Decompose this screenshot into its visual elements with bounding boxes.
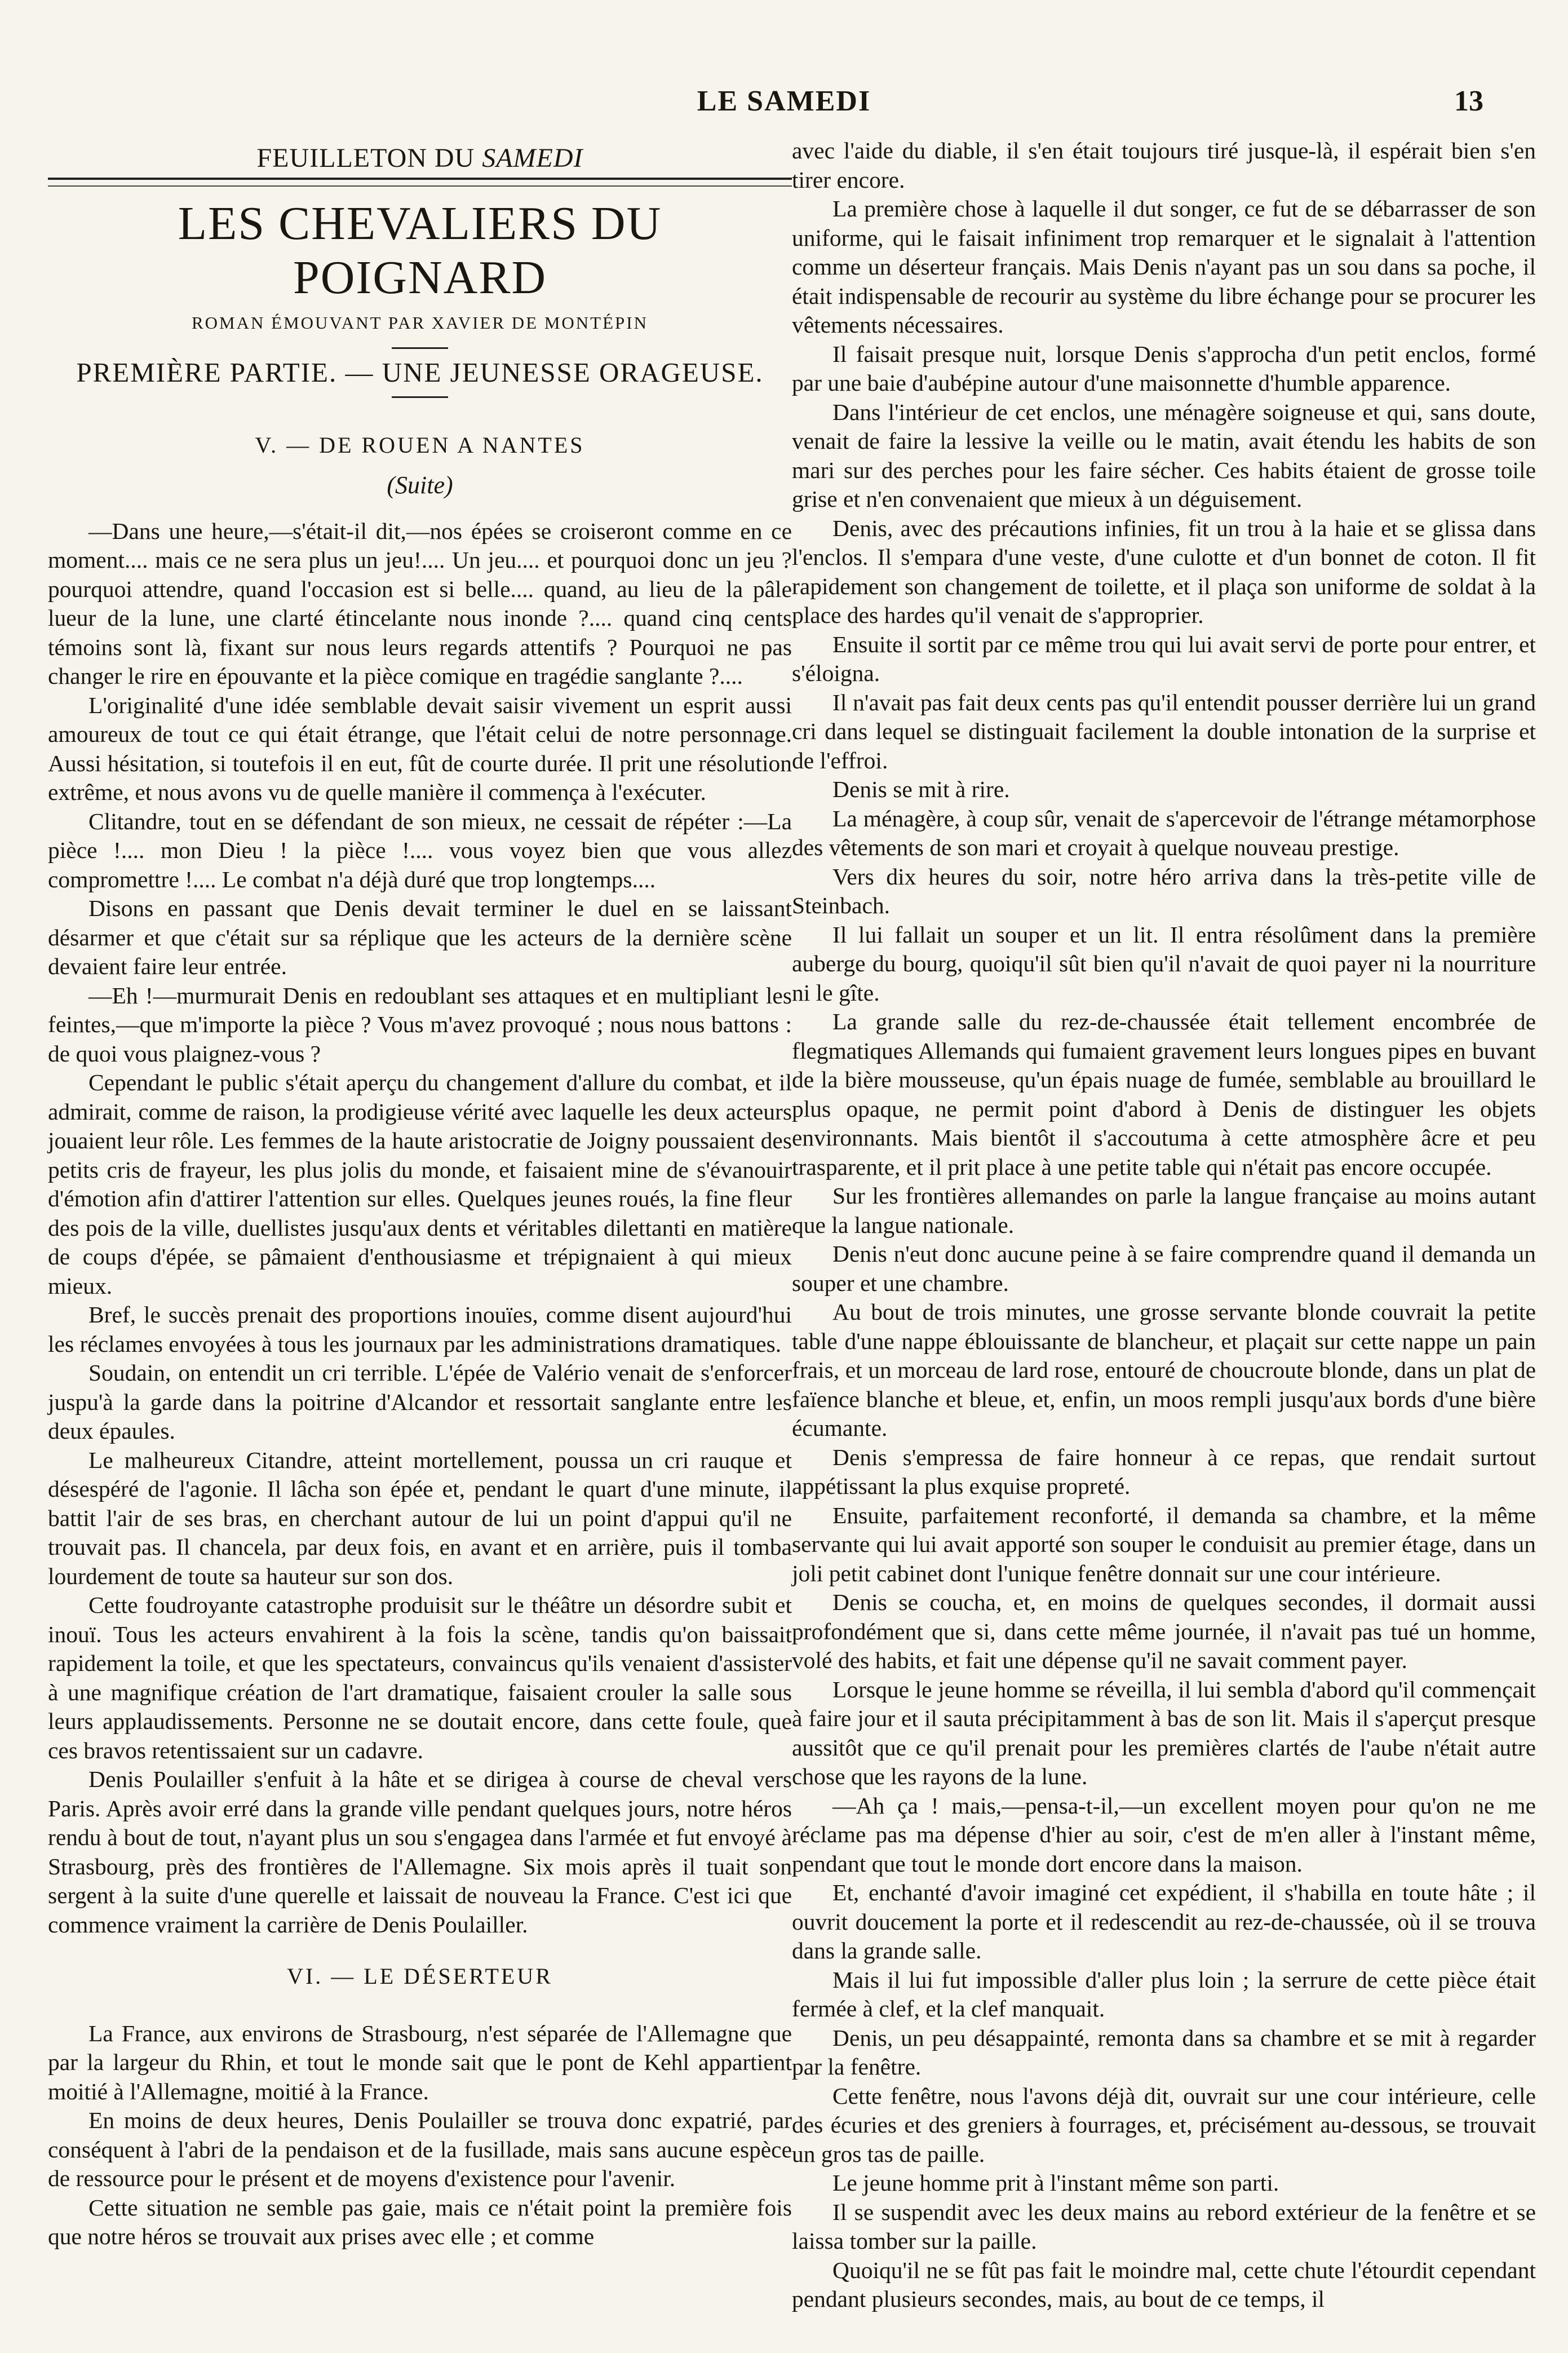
paragraph: Denis, avec des précautions infinies, fit un trou à la haie et se glissa dans l'enclos. Il s'empara d'une veste, d'une culotte et d'un bonnet de coton. Il fit rapidement son changement de toilette, et il plaça son uniforme de soldat à la place des hardes qu'il venait de s'approprier. bbox=[792, 515, 1536, 628]
paragraph: Et, enchanté d'avoir imaginé cet expédient, il s'habilla en toute hâte ; il ouvrit doucement la porte et il redescendit au rez-de-chaussée, où il se trouva dans la grande salle. bbox=[792, 1879, 1536, 1963]
running-head bbox=[68, 85, 1500, 130]
paragraph: —Dans une heure,—s'était-il dit,—nos épées se croiseront comme en ce moment.... mais ce ne sera plus un jeu!.... Un jeu.... et pourquoi donc un jeu ? pourquoi attendre, quand l'occasion est si belle.... quand, au lieu de la pâle lueur de la lune, une clarté étincelante nous inonde ?.... quand cinq cents témoins sont là, fixant sur nous leurs regards attentifs ? Pourquoi ne pas changer le rire en épouvante et la pièce comique en tragédie sanglante ?.... bbox=[48, 518, 792, 689]
paragraph: avec l'aide du diable, il s'en était toujours tiré jusque-là, il espérait bien s'en tirer encore. bbox=[792, 138, 1536, 193]
paragraph: Sur les frontières allemandes on parle la langue française au moins autant que la langue nationale. bbox=[792, 1183, 1536, 1238]
paragraph: Mais il lui fut impossible d'aller plus loin ; la serrure de cette pièce était fermée à clef, et la clef manquait. bbox=[792, 1966, 1536, 2022]
paragraph: Cette foudroyante catastrophe produisit sur le théâtre un désordre subit et inouï. Tous les acteurs envahirent à la fois la scène, tandis qu'on baissait rapidement la toile, et que les spectateurs, convaincus qu'ils venaient d'assister à une magnifique création de l'art dramatique, faisaient crouler la salle sous leurs applaudissements. Personne ne se doutait encore, dans cette foule, que ces bravos retentissaient sur un cadavre. bbox=[48, 1592, 792, 1763]
paragraph: Denis s'empressa de faire honneur à ce repas, que rendait surtout appétissant la plus exquise propreté. bbox=[792, 1444, 1536, 1499]
paragraph: Cependant le public s'était aperçu du changement d'allure du combat, et il admirait, comme de raison, la prodigieuse vérité avec laquelle les deux acteurs jouaient leur rôle. Les femmes de la haute aristocratie de Joigny poussaient des petits cris de frayeur, les plus jolis du monde, et faisaient mine de s'évanouir d'émotion afin d'attirer l'attention sur elles. Quelques jeunes roués, la fine fleur des pois de la ville, duellistes jusqu'aux dents et véritables dilettanti en matière de coups d'épée, se pâmaient d'enthousiasme et trépignaient à qui mieux mieux. bbox=[48, 1069, 792, 1299]
feuilleton-label: FEUILLETON DU bbox=[256, 143, 475, 173]
paragraph: Denis Poulailler s'enfuit à la hâte et se dirigea à course de cheval vers Paris. Après avoir erré dans la grande ville pendant quelques jours, notre héros rendu à bout de tout, n'ayant plus un sou s'engagea dans l'armée et fut envoyé à Strasbourg, près des frontières de l'Allemagne. Six mois après il tuait son sergent à la suite d'une querelle et laissait de nouveau la France. C'est ici que commence vraiment la carrière de Denis Poulailler. bbox=[48, 1766, 792, 1938]
paragraph: Disons en passant que Denis devait terminer le duel en se laissant désarmer et que c'était sur sa réplique que les acteurs de la dernière scène devaient faire leur entrée. bbox=[48, 895, 792, 979]
paragraph: Quoiqu'il ne se fût pas fait le moindre mal, cette chute l'étourdit cependant pendant plusieurs secondes, mais, au bout de ce temps, il bbox=[792, 2257, 1536, 2312]
chapter5-body bbox=[48, 517, 792, 1940]
paragraph: La ménagère, à coup sûr, venait de s'apercevoir de l'étrange métamorphose des vêtements de son mari et croyait à quelque nouveau prestige. bbox=[792, 805, 1536, 860]
chapter-title: V. — DE ROUEN A NANTES bbox=[255, 432, 585, 458]
paragraph: Le jeune homme prit à l'instant même son parti. bbox=[832, 2170, 1279, 2196]
suite-label: (Suite) bbox=[387, 471, 453, 499]
paragraph: La première chose à laquelle il dut songer, ce fut de se débarrasser de son uniforme, qui le faisait infiniment trop remarquer et le signalait à l'attention comme un déserteur français. Mais Denis n'ayant pas un sou dans sa poche, il était indispensable de recourir au système du libre échange pour se procurer les vêtements nécessaires. bbox=[792, 196, 1536, 338]
paragraph: Vers dix heures du soir, notre héro arriva dans la très-petite ville de Steinbach. bbox=[792, 863, 1536, 918]
paragraph: La grande salle du rez-de-chaussée était tellement encombrée de flegmatiques Allemands qui fumaient gravement leurs longues pipes en buvant de la bière mousseuse, qu'un épais nuage de fumée, semblable au brouillard le plus opaque, ne permit point d'abord à Denis de distinguer les objets environnants. Mais bientôt il s'accoutuma à cette atmosphère âcre et peu trasparente, et il prit place à une petite table qui n'était pas encore occupée. bbox=[792, 1009, 1536, 1180]
paragraph: Il n'avait pas fait deux cents pas qu'il entendit pousser derrière lui un grand cri dans lequel se distinguait facilement la double intonation de la surprise et de l'effroi. bbox=[792, 689, 1536, 773]
paragraph: Ensuite, parfaitement reconforté, il demanda sa chambre, et la même servante qui lui avait apporté son souper le conduisit au premier étage, dans un joli petit cabinet dont l'unique fenêtre donnait sur une cour intérieure. bbox=[792, 1502, 1536, 1586]
part-title: PREMIÈRE PARTIE. — UNE JEUNESSE ORAGEUSE. bbox=[76, 357, 764, 388]
double-rule bbox=[48, 178, 792, 187]
paragraph: Cette fenêtre, nous l'avons déjà dit, ouvrait sur une cour intérieure, celle des écuries et des greniers à fourrages, et, précisément au-dessous, se trouvait un gros tas de paille. bbox=[792, 2082, 1536, 2167]
paragraph: Denis se coucha, et, en moins de quelques secondes, il dormait aussi profondément que si, dans cette même journée, il n'avait pas tué un homme, volé des habits, et fait une dépense qu'il ne savait comment payer. bbox=[792, 1589, 1536, 1673]
feuilleton-label-italic: SAMEDI bbox=[482, 143, 583, 173]
chapter6-body bbox=[48, 2019, 792, 2252]
right-column bbox=[792, 136, 1536, 2314]
paragraph: Cette situation ne semble pas gaie, mais ce n'était point la première fois que notre héros se trouvait aux prises avec elle ; et comme bbox=[48, 2194, 792, 2249]
paragraph: L'originalité d'une idée semblable devait saisir vivement un esprit aussi amoureux de tout ce qui était étrange, que l'était celui de notre personnage. Aussi hésitation, si toutefois il en eut, fût de courte durée. Il prit une résolution extrême, et nous avons vu de quelle manière il commença à l'exécuter. bbox=[48, 692, 792, 805]
paragraph: La France, aux environs de Strasbourg, n'est séparée de l'Allemagne que par la largeur du Rhin, et tout le monde sait que le pont de Kehl appartient moitié à l'Allemagne, moitié à la France. bbox=[48, 2020, 792, 2104]
paragraph: Ensuite il sortit par ce même trou qui lui avait servi de porte pour entrer, et s'éloigna. bbox=[792, 631, 1536, 686]
left-column bbox=[48, 144, 792, 2252]
paragraph: Il lui fallait un souper et un lit. Il entra résolûment dans la première auberge du bourg, quoiqu'il sût bien qu'il n'avait de quoi payer ni la nourriture ni le gîte. bbox=[792, 921, 1536, 1006]
story-subtitle: ROMAN ÉMOUVANT PAR XAVIER DE MONTÉPIN bbox=[191, 312, 648, 333]
feuilleton-heading bbox=[48, 144, 792, 173]
paragraph: —Eh !—murmurait Denis en redoublant ses attaques et en multipliant les feintes,—que m'importe la pièce ? Vous m'avez provoqué ; nous nous battons : de quoi vous plaignez-vous ? bbox=[48, 982, 792, 1067]
paragraph: Denis n'eut donc aucune peine à se faire comprendre quand il demanda un souper et une chambre. bbox=[792, 1241, 1536, 1296]
paragraph: Lorsque le jeune homme se réveilla, il lui sembla d'abord qu'il commençait à faire jour et il sauta précipitamment à bas de son lit. Mais il s'aperçut presque aussitôt que ce qu'il prenait pour les premières clartés de l'aube n'était autre chose que les rayons de la lune. bbox=[792, 1676, 1536, 1789]
divider-rule bbox=[392, 396, 448, 398]
paragraph: Clitandre, tout en se défendant de son mieux, ne cessait de répéter :—La pièce !.... mon Dieu ! la pièce !.... vous voyez bien que vous allez compromettre !.... Le combat n'a déjà duré que trop longtemps.... bbox=[48, 808, 792, 892]
paragraph: Bref, le succès prenait des proportions inouïes, comme disent aujourd'hui les réclames envoyées à tous les journaux par les administrations dramatiques. bbox=[48, 1302, 792, 1357]
paragraph: Le malheureux Citandre, atteint mortellement, poussa un cri rauque et désespéré de l'agonie. Il lâcha son épée et, pendant le quart d'une minute, il battit l'air de ses bras, en cherchant autour de lui un point d'appui qu'il ne trouvait pas. Il chancela, par deux fois, en avant et en arrière, puis il tomba lourdement de toute sa hauteur sur son dos. bbox=[48, 1447, 792, 1589]
paragraph: Il se suspendit avec les deux mains au rebord extérieur de la fenêtre et se laissa tomber sur la paille. bbox=[792, 2199, 1536, 2254]
paragraph: —Ah ça ! mais,—pensa-t-il,—un excellent moyen pour qu'on ne me réclame pas ma dépense d'hier au soir, c'est de m'en aller à l'instant même, pendant que tout le monde dort encore dans la maison. bbox=[792, 1792, 1536, 1877]
paragraph: Soudain, on entendit un cri terrible. L'épée de Valério venait de s'enforcer juspu'à la garde dans la poitrine d'Alcandor et ressortait sanglante entre les deux épaules. bbox=[48, 1360, 792, 1444]
paragraph: Il faisait presque nuit, lorsque Denis s'approcha d'un petit enclos, formé par une baie d'aubépine autour d'une maisonnette d'humble apparence. bbox=[792, 340, 1536, 396]
paragraph: En moins de deux heures, Denis Poulailler se trouva donc expatrié, par conséquent à l'abri de la pendaison et de la fusillade, mais sans aucune espèce de ressource pour le présent et de moyens d'existence pour l'avenir. bbox=[48, 2107, 792, 2191]
divider-rule bbox=[392, 347, 448, 349]
paragraph: Dans l'intérieur de cet enclos, une ménagère soigneuse et qui, sans doute, venait de faire la lessive la veille ou le matin, avait étendu les habits de son mari sur des perches pour les faire sécher. Ces habits étaient de grosse toile grise et n'en convenaient que mieux à un déguisement. bbox=[792, 399, 1536, 512]
running-title: LE SAMEDI bbox=[697, 85, 871, 117]
page-number: 13 bbox=[1454, 85, 1483, 117]
story-title: LES CHEVALIERS DU POIGNARD bbox=[178, 197, 662, 304]
paragraph: Denis, un peu désappainté, remonta dans sa chambre et se mit à regarder par la fenêtre. bbox=[792, 2024, 1536, 2080]
chapter-title: VI. — LE DÉSERTEUR bbox=[287, 1963, 553, 1989]
paragraph: Denis se mit à rire. bbox=[832, 776, 1010, 802]
paragraph: Au bout de trois minutes, une grosse servante blonde couvrait la petite table d'une nappe éblouissante de blancheur, et plaçait sur cette nappe un pain frais, et un morceau de lard rose, entouré de choucroute blonde, dans un plat de faïence blanche et bleue, et, enfin, un moos rempli jusqu'aux bords d'une bière écumante. bbox=[792, 1299, 1536, 1441]
